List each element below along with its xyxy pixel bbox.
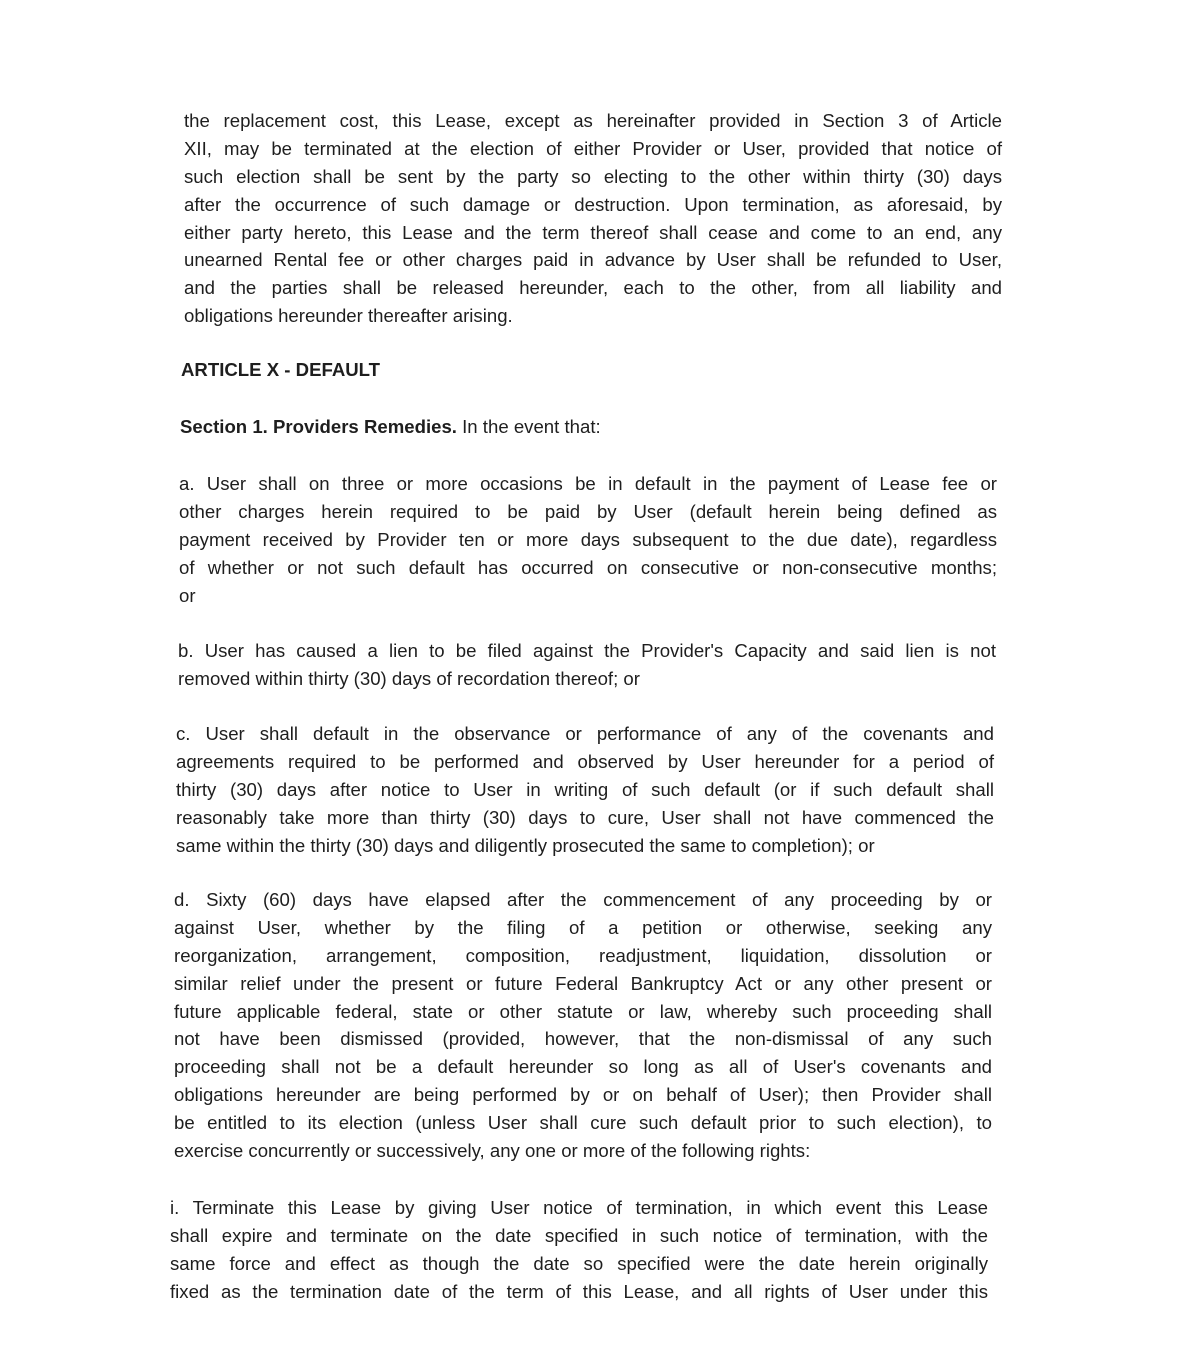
text-line: obligations hereunder are being performed by or on behalf of User); then Provider shall [174,1084,992,1106]
text-line: agreements required to be performed and observed by User hereunder for a period of [176,750,994,772]
text-line: obligations hereunder thereafter arising. [184,305,513,327]
text-line: reasonably take more than thirty (30) days to cure, User shall not have commenced the [176,806,994,828]
text-line: d. Sixty (60) days have elapsed after the commencement of any proceeding by or [174,889,992,910]
text-line: after the occurrence of such damage or destruction. Upon termination, as aforesaid, by [184,193,1002,215]
text-line: same force and effect as though the date so specified were the date herein originally [170,1252,988,1274]
text-line: other charges herein required to be paid by User (default herein being defined as [179,500,997,522]
text-line: and the parties shall be released hereunder, each to the other, from all liability and [184,277,1002,299]
section-1-text: In the event that: [456,416,601,437]
text-line: payment received by Provider ten or more days subsequent to the due date), regardless [179,528,997,550]
text-line: b. User has caused a lien to be filed against the Provider's Capacity and said lien is not [178,640,996,661]
item-c [176,720,994,859]
text-line: not have been dismissed (provided, however, that the non-dismissal of any such [174,1028,992,1050]
text-line: removed within thirty (30) days of recordation thereof; or [178,667,640,689]
section-1-line [180,413,998,441]
item-b [178,637,996,693]
text-line: or [179,584,196,606]
section-1-heading [180,413,998,441]
item-i [170,1194,988,1306]
text-line: thirty (30) days after notice to User in writing of such default (or if such default shall [176,778,994,800]
text-line: either party hereto, this Lease and the term thereof shall cease and come to an end, any [184,221,1002,243]
text-line: XII, may be terminated at the election of either Provider or User, provided that notice of [184,137,1002,159]
text-line: same within the thirty (30) days and diligently prosecuted the same to completion); or [176,834,875,856]
text-line: of whether or not such default has occurred on consecutive or non-consecutive months; [179,556,997,578]
text-line: c. User shall default in the observance or performance of any of the covenants and [176,723,994,744]
text-line: unearned Rental fee or other charges paid in advance by User shall be refunded to User, [184,249,1002,271]
item-d [174,886,992,1165]
article-heading-text: ARTICLE X - DEFAULT [181,359,381,380]
text-line: against User, whether by the filing of a petition or otherwise, seeking any [174,916,992,938]
paragraph-damage-termination [184,107,1002,330]
text-line: exercise concurrently or successively, any one or more of the following rights: [174,1140,811,1162]
item-a [179,470,997,609]
text-line: reorganization, arrangement, composition, readjustment, liquidation, dissolution or [174,944,992,966]
text-line: a. User shall on three or more occasions be in default in the payment of Lease fee or [179,473,997,494]
text-line: be entitled to its election (unless User shall cure such default prior to such election), to [174,1112,992,1134]
text-line: proceeding shall not be a default hereunder so long as all of User's covenants and [174,1056,992,1078]
text-line: such election shall be sent by the party so electing to the other within thirty (30) days [184,165,1002,187]
text-line: future applicable federal, state or other statute or law, whereby such proceeding shall [174,1000,992,1022]
text-line: shall expire and terminate on the date specified in such notice of termination, with the [170,1224,988,1246]
text-line: i. Terminate this Lease by giving User notice of termination, in which event this Lease [170,1197,988,1218]
text-line: similar relief under the present or future Federal Bankruptcy Act or any other present or [174,972,992,994]
section-1-title: Section 1. Providers Remedies. [180,416,457,437]
text-line: the replacement cost, this Lease, except as hereinafter provided in Section 3 of Article [184,110,1002,131]
text-line: fixed as the termination date of the term of this Lease, and all rights of User under this [170,1280,988,1302]
article-heading [181,356,999,384]
